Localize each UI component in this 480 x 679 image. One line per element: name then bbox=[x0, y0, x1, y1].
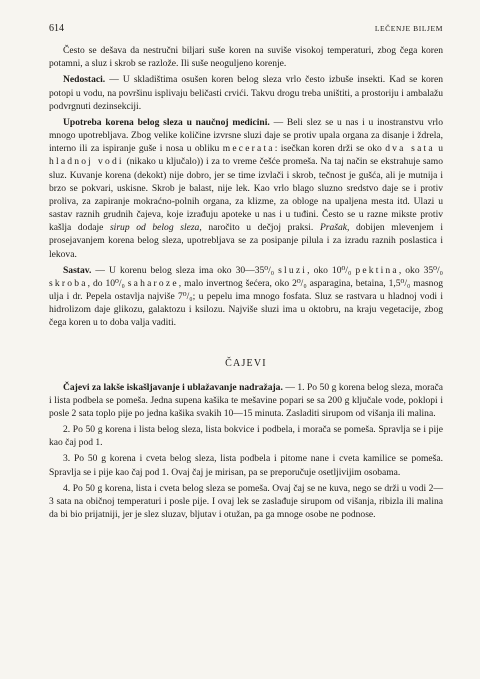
medical-use-text: u bbox=[434, 143, 443, 155]
section-title: ČAJEVI bbox=[225, 358, 267, 370]
composition-text: , do 10⁰/₀ bbox=[87, 277, 128, 289]
composition-text: — U korenu belog sleza ima oko 30—35⁰/₀ bbox=[91, 264, 279, 276]
term-pektina: pektina bbox=[355, 264, 399, 276]
term-skroba: skroba bbox=[49, 277, 88, 289]
recipe-1 bbox=[49, 381, 443, 420]
page-header bbox=[49, 22, 443, 35]
medical-use-heading: Upotreba korena belog sleza u naučnoj medicini. bbox=[63, 116, 270, 128]
composition-heading: Sastav. bbox=[63, 264, 92, 276]
term-dva-sata: dva sata bbox=[385, 143, 435, 155]
page-number: 614 bbox=[49, 23, 64, 34]
term-mecerata: mecerata bbox=[222, 143, 275, 155]
term-hladnoj-vodi: hladnoj vodi bbox=[49, 156, 124, 168]
term-prasak: Prašak bbox=[319, 222, 347, 234]
paragraph-medical-use bbox=[49, 116, 443, 261]
composition-text: , oko 10⁰/₀ bbox=[307, 264, 356, 276]
term-sluzi: sluzi bbox=[278, 264, 308, 276]
recipe-heading: Čajevi za lakše iskašljavanje i ublažavanje nadražaja. bbox=[63, 381, 283, 393]
paragraph-drying: Često se dešava da nestručni biljari suše koren na suviše visokoj temperaturi, zbog čega koren potamni, a sluz i skrob se razlože. Ili suše neoguljeno korenje. bbox=[49, 45, 443, 70]
recipe-4: 4. Po 50 g korena, lista i cveta belog sleza se pomeša. Ovaj čaj se ne kuva, nego se drži u vodi 2—3 sata na običnoj temperaturi i posle pije. I ovaj lek se zaslađuje sirupom od višanja, ribizla ili malina da bi bio prijatniji, jer je slez sluzav, bljutav i otužan, pa ga mnoge osobe ne podnose. bbox=[49, 482, 443, 520]
medical-use-text: , naročito u dečjoj praksi. bbox=[199, 222, 320, 234]
term-saharoze: saharoze bbox=[127, 277, 179, 289]
recipe-2: 2. Po 50 g korena i lista belog sleza, lista bokvice i podbela, i morača se pomeša. Spravlja se i pije kao čaj pod 1. bbox=[49, 424, 443, 449]
composition-text: , oko 35⁰/₀ bbox=[398, 264, 443, 276]
paragraph-defects bbox=[49, 73, 443, 112]
running-title: LEČENJE BILJEM bbox=[374, 24, 443, 33]
medical-use-text: , dobijen mlevenjem i prosejavanjem korena belog sleza, upotrebljava se za posipanje pilula i za izradu raznih poslastica i lekova. bbox=[49, 222, 443, 260]
recipe-1-text: — 1. Po 50 g korena belog sleza, morača i lista podbela se pomeša. Jedna supena kašika te mešavine popari se sa 200 g ključale vode, poklopi i posle 2 sata toplo pije po jedna kašika svakih 10—15 minuta. Zasladiti sirupom od višanja ili malina. bbox=[49, 381, 443, 419]
paragraph-composition bbox=[49, 264, 443, 330]
medical-use-text: — Beli slez se u nas i u inostranstvu vrlo mnogo upotrebljava. Zbog velike količine izvrsne sluzi daje se protiv upala organa za disanje i ždrela, interno ili za ispiranje guše i nosa u obliku bbox=[49, 116, 443, 155]
medical-use-text: : isečkan koren drži se oko bbox=[274, 143, 386, 155]
composition-text: , malo invertnog šećera, oko 2⁰/₀ asparagina, betaina, 1,5⁰/₀ masnog ulja i dr. Pepela ostavlja najviše 7⁰/₀; u pepelu ima mnogo fosfata. Sluz se rastvara u hladnoj vodi i hidrolizom daje glikozu, galaktozu i ksilozu. Najviše sluzi ima u oktobru, na kraju vegetacije, zbog čega koren u to doba valja vaditi. bbox=[49, 277, 443, 329]
term-sirup: sirup od belog sleza bbox=[109, 222, 200, 234]
defects-text: — U skladištima osušen koren belog sleza vrlo često izbuše insekti. Kad se koren potopi u vodu, na površinu isplivaju beličasti crvići. Takvu drogu treba uništiti, a prostoriju i ambalažu podvrgnuti dezinsekciji. bbox=[49, 74, 443, 112]
medical-use-text: (nikako u ključalo)) i za to vreme češće promeša. Na taj način se ekstrahuje samo sluz. Kuvanje korena (dekokt) nije dobro, jer se time izvlači i skrob, tečnost je gušća, ali je mutnija i brzo se pokvari, uskisne. Skrob je balast, nije lek. Kao vrlo blago sluzno sredstvo daje se i protiv proliva, za zapiranje mokraćno-polnih organa, za klizme, za obloge na upaljena mesta itd. Ulazi u sastav raznih grudnih čajeva, koje izrađuju apoteke u nas i u tuđini. Često se u razne mikste protiv kašlja dodaje bbox=[49, 156, 443, 234]
defects-heading: Nedostaci. bbox=[63, 74, 106, 86]
recipe-3: 3. Po 50 g korena i cveta belog sleza, lista podbela i pitome nane i cveta kamilice se pomeša. Spravlja se i pije kao čaj pod 1. Ovaj čaj je mirisan, pa se preporučuje osetljivijim osobama. bbox=[49, 453, 443, 478]
